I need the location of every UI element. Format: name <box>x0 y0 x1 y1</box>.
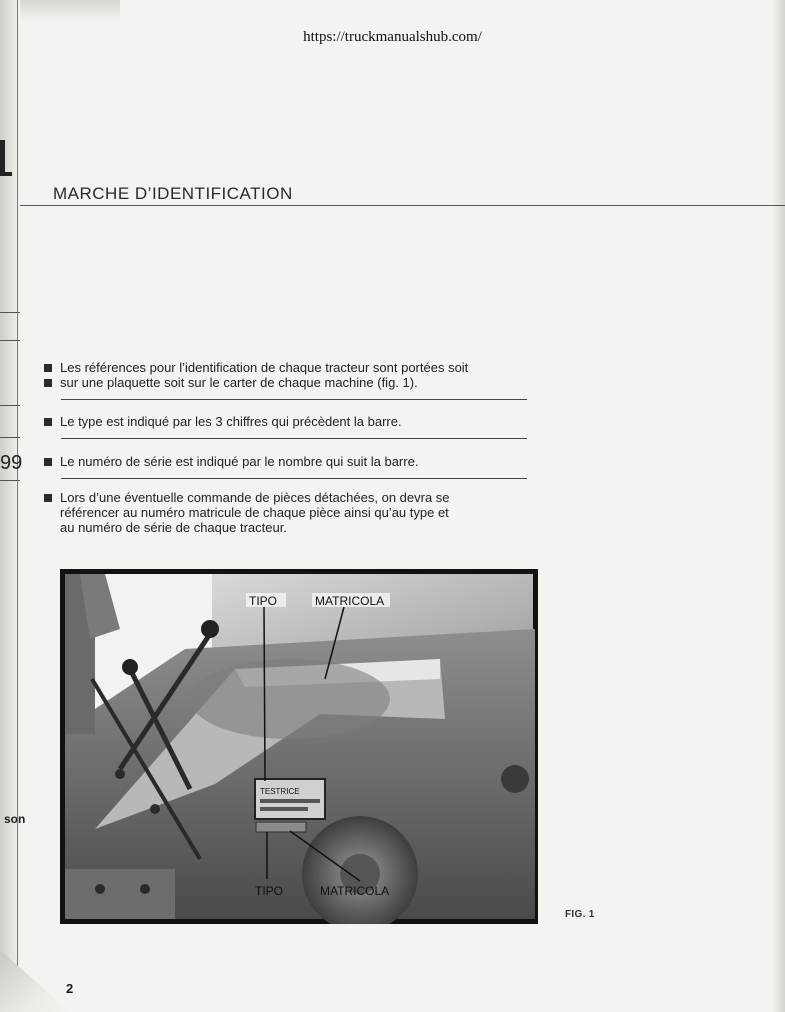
bolt <box>140 884 150 894</box>
label-tipo-top: TIPO <box>249 594 278 608</box>
binding-line <box>17 0 18 1012</box>
side-pulley <box>501 765 529 793</box>
margin-bracket-mark <box>0 140 12 176</box>
margin-rule <box>0 340 20 341</box>
source-url[interactable]: https://truckmanualshub.com/ <box>303 29 482 45</box>
control-lever-knob <box>122 659 138 675</box>
paragraph-references <box>44 360 529 390</box>
plate-line <box>260 799 320 803</box>
paragraph-line: au numéro de série de chaque tracteur. <box>60 520 287 535</box>
tractor-photo <box>60 569 538 924</box>
bullet-icon <box>44 418 52 426</box>
bolt <box>115 769 125 779</box>
margin-rule <box>0 437 20 438</box>
plate-line <box>260 807 308 811</box>
paragraph-separator <box>61 399 527 400</box>
bullet-icon <box>44 458 52 466</box>
paragraph-ordering <box>44 490 529 535</box>
margin-fragment-number: 99 <box>0 452 23 474</box>
callout-tipo-top <box>264 607 265 781</box>
margin-fragment-word: son <box>4 812 26 826</box>
label-matricola-top: MATRICOLA <box>315 594 385 608</box>
paragraph-line: Le numéro de série est indiqué par le nombre qui suit la barre. <box>60 454 419 469</box>
margin-rule <box>0 405 20 406</box>
bullet-icon <box>44 494 52 502</box>
paragraph-serial <box>44 454 529 469</box>
label-matricola-bottom: MATRICOLA <box>320 884 390 898</box>
plate-text: TESTRICE <box>260 787 300 796</box>
axle-housing <box>65 869 175 919</box>
bullet-icon <box>44 379 52 387</box>
fender-shadow <box>190 659 390 739</box>
page-number: 2 <box>66 981 74 996</box>
margin-rule <box>0 312 20 313</box>
paragraph-type <box>44 414 529 429</box>
label-tipo-bottom: TIPO <box>255 884 284 898</box>
bolt <box>95 884 105 894</box>
margin-rule <box>0 480 20 481</box>
paragraph-line: Le type est indiqué par les 3 chiffres qui précèdent la barre. <box>60 414 402 429</box>
paragraph-separator <box>61 438 527 439</box>
paragraph-separator <box>61 478 527 479</box>
section-heading: MARCHE D’IDENTIFICATION <box>53 184 293 203</box>
bolt <box>150 804 160 814</box>
paragraph-line: Les références pour l’identification de chaque tracteur sont portées soit <box>60 360 469 375</box>
casing-stamp <box>256 822 306 832</box>
paragraph-line: référencer au numéro matricule de chaque pièce ainsi qu’au type et <box>60 505 449 520</box>
bullet-icon <box>44 364 52 372</box>
heading-rule <box>20 205 785 206</box>
paragraph-line: sur une plaquette soit sur le carter de chaque machine (fig. 1). <box>60 375 418 390</box>
figure-caption: FIG. 1 <box>565 909 595 920</box>
paragraph-line: Lors d’une éventuelle commande de pièces détachées, on devra se <box>60 490 450 505</box>
scan-right-edge <box>771 0 785 1012</box>
gear-lever-knob <box>201 620 219 638</box>
